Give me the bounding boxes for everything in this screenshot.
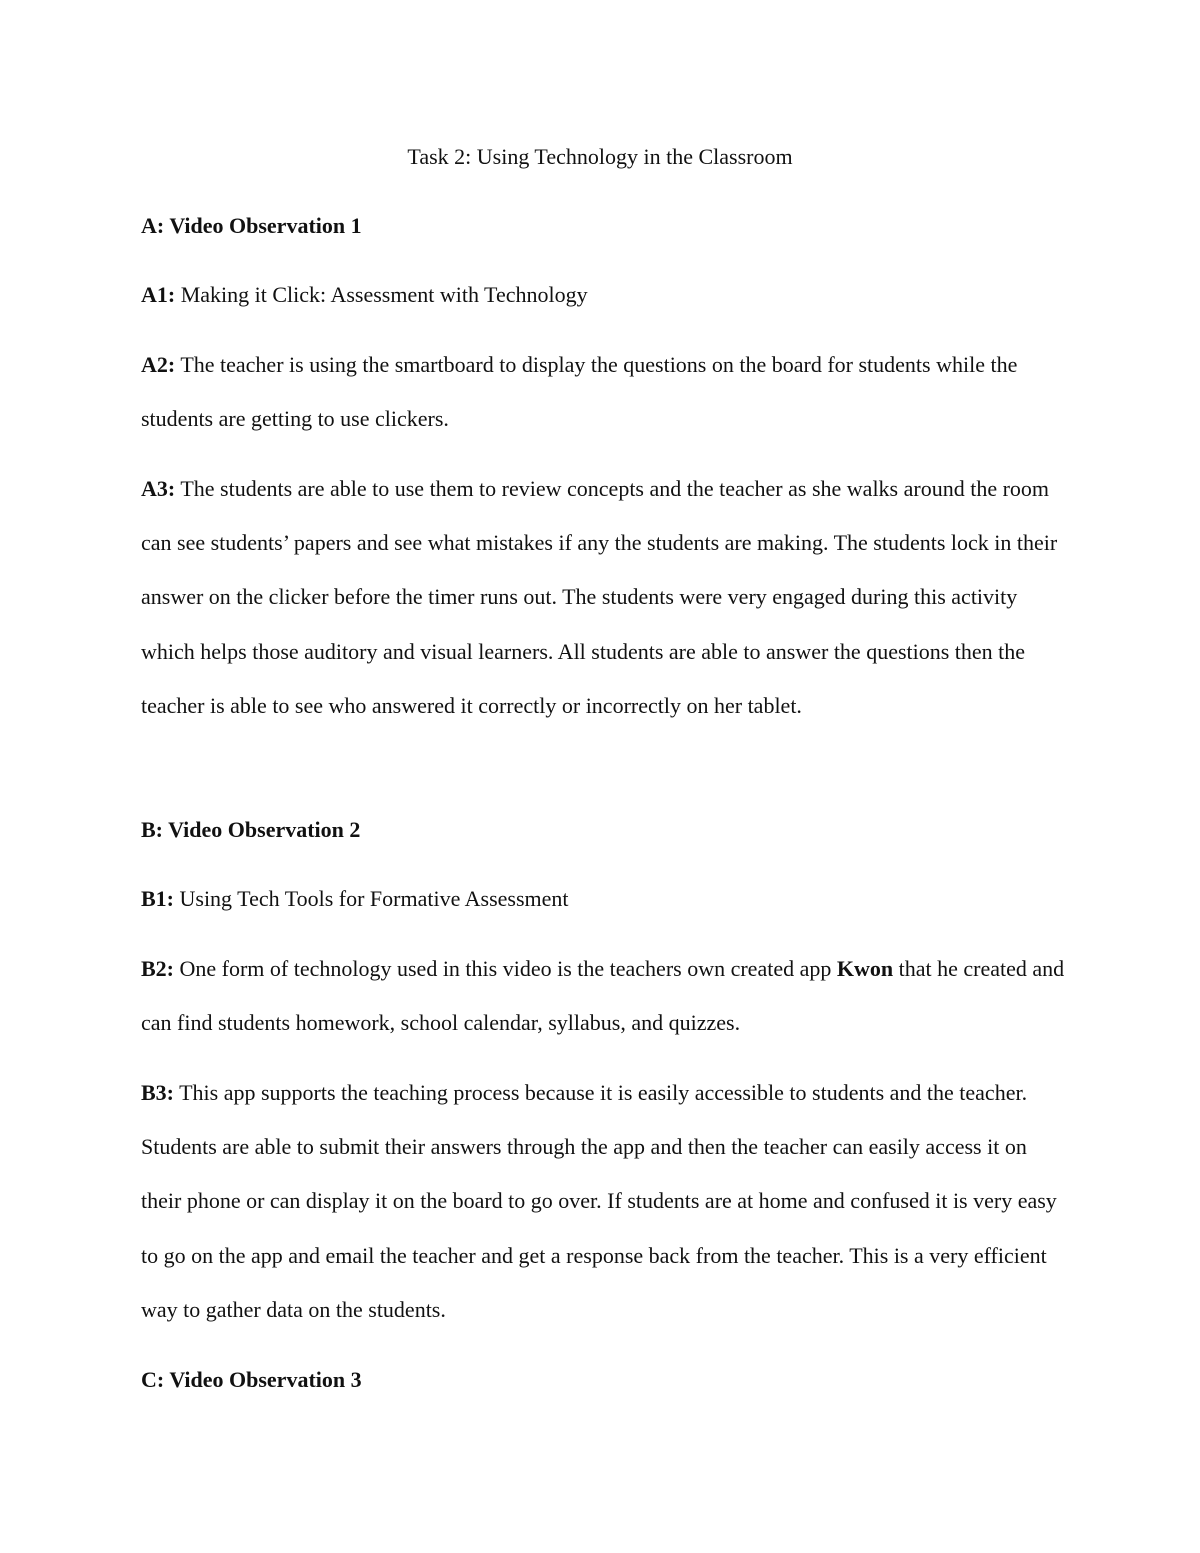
- a1-label: A1:: [141, 282, 176, 307]
- section-b-heading: B: Video Observation 2: [141, 817, 361, 842]
- a2-label: A2:: [141, 352, 176, 377]
- a3-text: The students are able to use them to review concepts and the teacher as she walks around the room can see students’ papers and see what mistakes if any the students are making. The students lock in their answer on the clicker before the timer runs out. The students were very engaged during this activity which helps those auditory and visual learners. All students are able to answer the questions then the teacher is able to see who answered it correctly or incorrectly on her tablet.: [141, 476, 1058, 718]
- paragraph-a2: [141, 338, 1071, 446]
- section-c-heading: C: Video Observation 3: [141, 1367, 362, 1392]
- paragraph-a1: [141, 277, 1071, 313]
- b2-label: B2:: [141, 956, 174, 981]
- b1-text: Using Tech Tools for Formative Assessment: [174, 886, 569, 911]
- b2-app-name: Kwon: [836, 956, 894, 981]
- paragraph-a3: [141, 462, 1071, 733]
- b3-label: B3:: [141, 1080, 174, 1105]
- b2-text-before: One form of technology used in this video is the teachers own created app: [174, 956, 837, 981]
- b3-text: This app supports the teaching process because it is easily accessible to students and the teacher. Students are able to submit their answers through the app and then the teacher can easily access it on their phone or can display it on the board to go over. If students are at home and confused it is very easy to go on the app and email the teacher and get a response back from the teacher. This is a very efficient way to gather data on the students.: [141, 1080, 1057, 1322]
- a1-text: Making it Click: Assessment with Technology: [175, 282, 588, 307]
- a3-label: A3:: [141, 476, 176, 501]
- section-a-heading: A: Video Observation 1: [141, 213, 362, 238]
- a2-text: The teacher is using the smartboard to display the questions on the board for students while the students are getting to use clickers.: [141, 352, 1018, 432]
- b1-label: B1:: [141, 886, 174, 911]
- paragraph-b1: [141, 881, 1071, 917]
- paragraph-b2: [141, 942, 1071, 1050]
- b2-text-after: that he created and can find students homework, school calendar, syllabus, and quizzes.: [141, 956, 1065, 1036]
- document-title: Task 2: Using Technology in the Classroom: [407, 144, 793, 169]
- paragraph-b3: [141, 1066, 1071, 1337]
